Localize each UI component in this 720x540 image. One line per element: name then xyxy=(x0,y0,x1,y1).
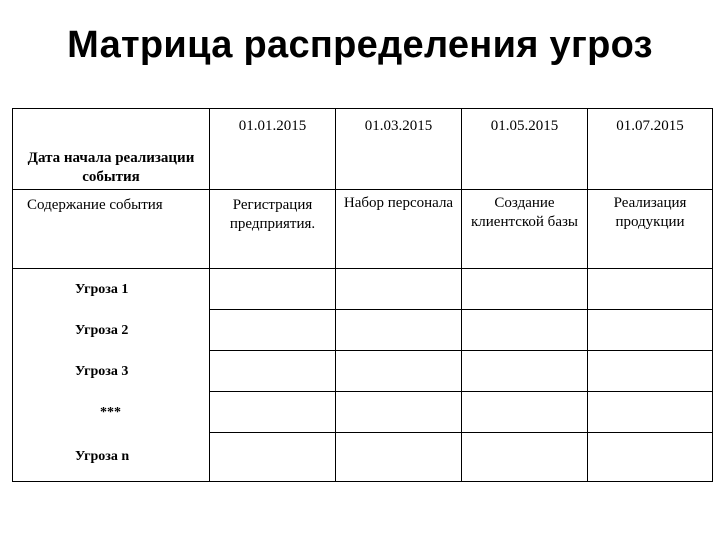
date-header-label: Дата начала реализации события xyxy=(13,109,210,190)
slide-title: Матрица распределения угроз xyxy=(67,24,653,66)
matrix-cell xyxy=(336,310,462,351)
threat-cell-n xyxy=(13,433,210,482)
matrix-cell xyxy=(336,269,462,310)
date-cell-4: 01.07.2015 xyxy=(588,109,713,190)
table-row-threat-3 xyxy=(13,351,713,392)
table-row-threat-1 xyxy=(13,269,713,310)
matrix-cell xyxy=(588,392,713,433)
matrix-cell xyxy=(210,392,336,433)
threat-cell-2 xyxy=(13,310,210,351)
date-cell-3: 01.05.2015 xyxy=(462,109,588,190)
table-row-threat-2 xyxy=(13,310,713,351)
matrix-cell xyxy=(336,351,462,392)
threat-cell-3 xyxy=(13,351,210,392)
table-row-threat-ellipsis xyxy=(13,392,713,433)
matrix-cell xyxy=(462,433,588,482)
matrix-cell xyxy=(588,269,713,310)
event-cell-1: Регистрация предприятия. xyxy=(210,190,336,269)
table-row-threat-n xyxy=(13,433,713,482)
date-cell-2: 01.03.2015 xyxy=(336,109,462,190)
event-cell-2: Набор персонала xyxy=(336,190,462,269)
matrix-cell xyxy=(336,433,462,482)
threat-label-n: Угроза n xyxy=(75,449,130,465)
matrix-cell xyxy=(588,310,713,351)
threat-label-3: Угроза 3 xyxy=(75,363,129,379)
threat-label-2: Угроза 2 xyxy=(75,322,129,338)
matrix-cell xyxy=(462,310,588,351)
threat-cell-ellipsis xyxy=(13,392,210,433)
matrix-cell xyxy=(462,392,588,433)
event-cell-4: Реализация продукции xyxy=(588,190,713,269)
threat-label-1: Угроза 1 xyxy=(75,281,129,297)
threat-label-ellipsis: *** xyxy=(100,404,121,420)
matrix-cell xyxy=(210,310,336,351)
event-cell-3: Создание клиентской базы xyxy=(462,190,588,269)
date-cell-1: 01.01.2015 xyxy=(210,109,336,190)
table-row-dates xyxy=(13,109,713,190)
matrix-cell xyxy=(588,351,713,392)
matrix-cell xyxy=(462,269,588,310)
matrix-cell xyxy=(336,392,462,433)
matrix-cell xyxy=(588,433,713,482)
table-row-events xyxy=(13,190,713,269)
matrix-cell xyxy=(210,351,336,392)
matrix-cell xyxy=(210,269,336,310)
matrix-cell xyxy=(462,351,588,392)
threat-cell-1 xyxy=(13,269,210,310)
threat-matrix-table xyxy=(12,108,713,482)
event-content-label: Содержание события xyxy=(13,190,210,269)
matrix-cell xyxy=(210,433,336,482)
